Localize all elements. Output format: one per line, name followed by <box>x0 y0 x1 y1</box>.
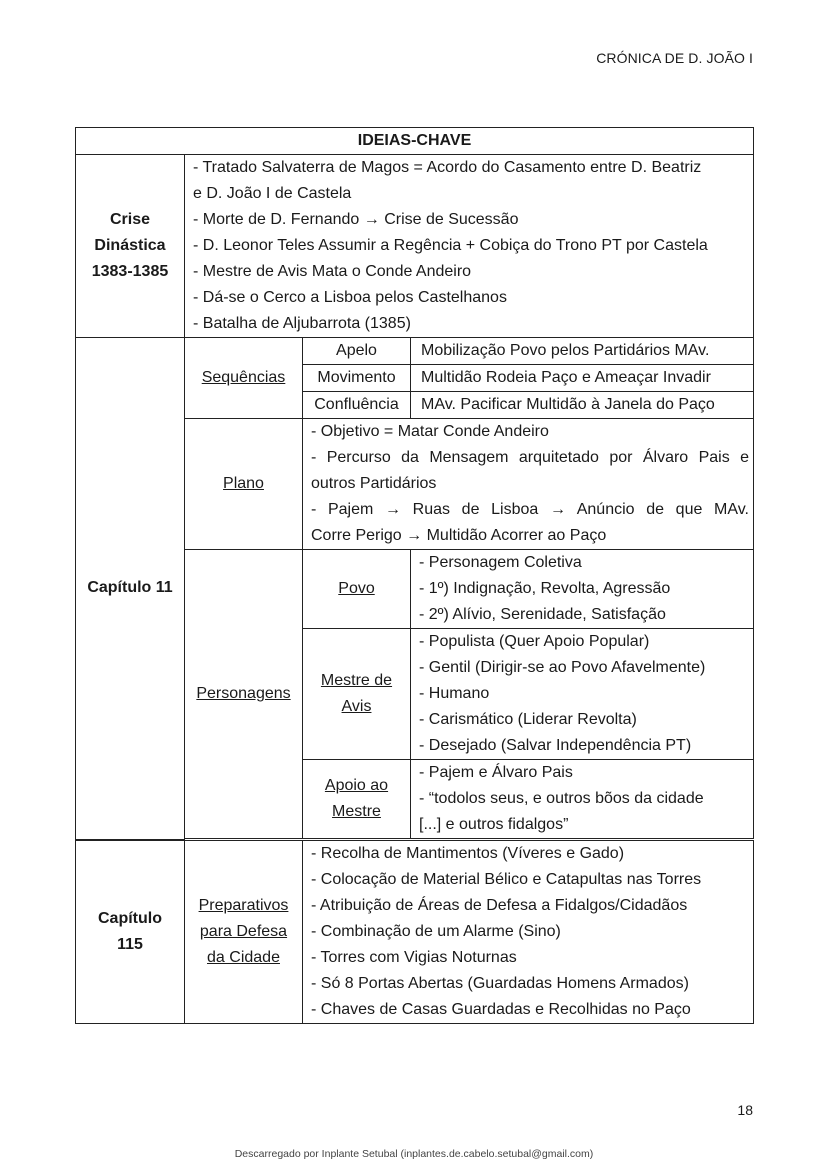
sequence-name: Confluência <box>303 392 411 419</box>
table-title: IDEIAS-CHAVE <box>76 128 754 155</box>
list-item: - Chaves de Casas Guardadas e Recolhidas no Paço <box>311 1000 691 1018</box>
povo-label: Povo <box>303 550 411 629</box>
page-number: 18 <box>737 1102 753 1118</box>
preparativos-items <box>303 840 754 1023</box>
crise-items <box>185 155 754 338</box>
mestre-items <box>411 629 754 760</box>
apoio-ao-mestre-label: Apoio ao Mestre <box>303 760 411 839</box>
plano-items <box>303 419 754 550</box>
list-item: outros Partidários <box>311 475 437 492</box>
list-item: - Colocação de Material Bélico e Catapultas nas Torres <box>311 870 702 888</box>
list-item: - 1º) Indignação, Revolta, Agressão <box>419 580 671 597</box>
list-item: - Torres com Vigias Noturnas <box>311 948 517 966</box>
apoio-items <box>411 760 754 839</box>
list-item: - 2º) Alívio, Serenidade, Satisfação <box>419 606 666 623</box>
list-item: - Atribuição de Áreas de Defesa a Fidalgos/Cidadãos <box>311 896 688 914</box>
list-item: - Populista (Quer Apoio Popular) <box>419 633 650 650</box>
list-item: - Pajem e Álvaro Pais <box>419 764 573 781</box>
key-ideas-table <box>75 127 754 1024</box>
sequence-desc: MAv. Pacificar Multidão à Janela do Paço <box>411 392 754 419</box>
list-item: - Tratado Salvaterra de Magos = Acordo do Casamento entre D. Beatriz <box>193 159 702 176</box>
list-item: - Combinação de um Alarme (Sino) <box>311 922 561 940</box>
download-note: Descarregado por Inplante Setubal (inplantes.de.cabelo.setubal@gmail.com) <box>234 1148 594 1160</box>
row-label-capitulo-115: Capítulo 115 <box>76 840 185 1023</box>
list-item: - Personagem Coletiva <box>419 554 582 571</box>
sequence-desc: Multidão Rodeia Paço e Ameaçar Invadir <box>411 365 754 392</box>
running-header-title: CRÓNICA DE D. JOÃO I <box>596 50 753 66</box>
list-item: - D. Leonor Teles Assumir a Regência + Cobiça do Trono PT por Castela <box>193 237 708 254</box>
preparativos-label: Preparativos para Defesa da Cidade <box>185 840 303 1023</box>
list-item: - Mestre de Avis Mata o Conde Andeiro <box>193 263 472 280</box>
list-item: - Gentil (Dirigir-se ao Povo Afavelmente) <box>419 659 706 676</box>
list-item: - Percurso da Mensagem arquitetado por Álvaro Pais e <box>311 449 749 466</box>
list-item: [...] e outros fidalgos” <box>419 816 569 833</box>
sequence-name: Movimento <box>303 365 411 392</box>
sequence-desc: Mobilização Povo pelos Partidários MAv. <box>411 338 754 365</box>
list-item: - Desejado (Salvar Independência PT) <box>419 737 692 754</box>
list-item: - Objetivo = Matar Conde Andeiro <box>311 423 549 440</box>
list-item: - Morte de D. Fernando → Crise de Sucessão <box>193 211 519 228</box>
sequence-name: Apelo <box>303 338 411 365</box>
list-item: e D. João I de Castela <box>193 185 352 202</box>
list-item: - “todolos seus, e outros bõos da cidade <box>419 790 704 807</box>
plano-label: Plano <box>185 419 303 550</box>
list-item: - Humano <box>419 685 490 702</box>
list-item: - Dá-se o Cerco a Lisboa pelos Castelhanos <box>193 289 507 306</box>
row-label-crise-dinastica: Crise Dinástica 1383-1385 <box>76 155 185 338</box>
list-item: - Pajem → Ruas de Lisboa → Anúncio de que MAv. <box>311 501 749 518</box>
list-item: - Recolha de Mantimentos (Víveres e Gado) <box>311 844 625 862</box>
row-label-capitulo-11: Capítulo 11 <box>76 338 185 840</box>
personagens-label: Personagens <box>185 550 303 839</box>
mestre-de-avis-label: Mestre de Avis <box>303 629 411 760</box>
list-item: Corre Perigo → Multidão Acorrer ao Paço <box>311 527 607 544</box>
povo-items <box>411 550 754 629</box>
list-item: - Batalha de Aljubarrota (1385) <box>193 315 411 332</box>
sequencias-label: Sequências <box>185 338 303 419</box>
list-item: - Carismático (Liderar Revolta) <box>419 711 637 728</box>
list-item: - Só 8 Portas Abertas (Guardadas Homens Armados) <box>311 974 689 992</box>
